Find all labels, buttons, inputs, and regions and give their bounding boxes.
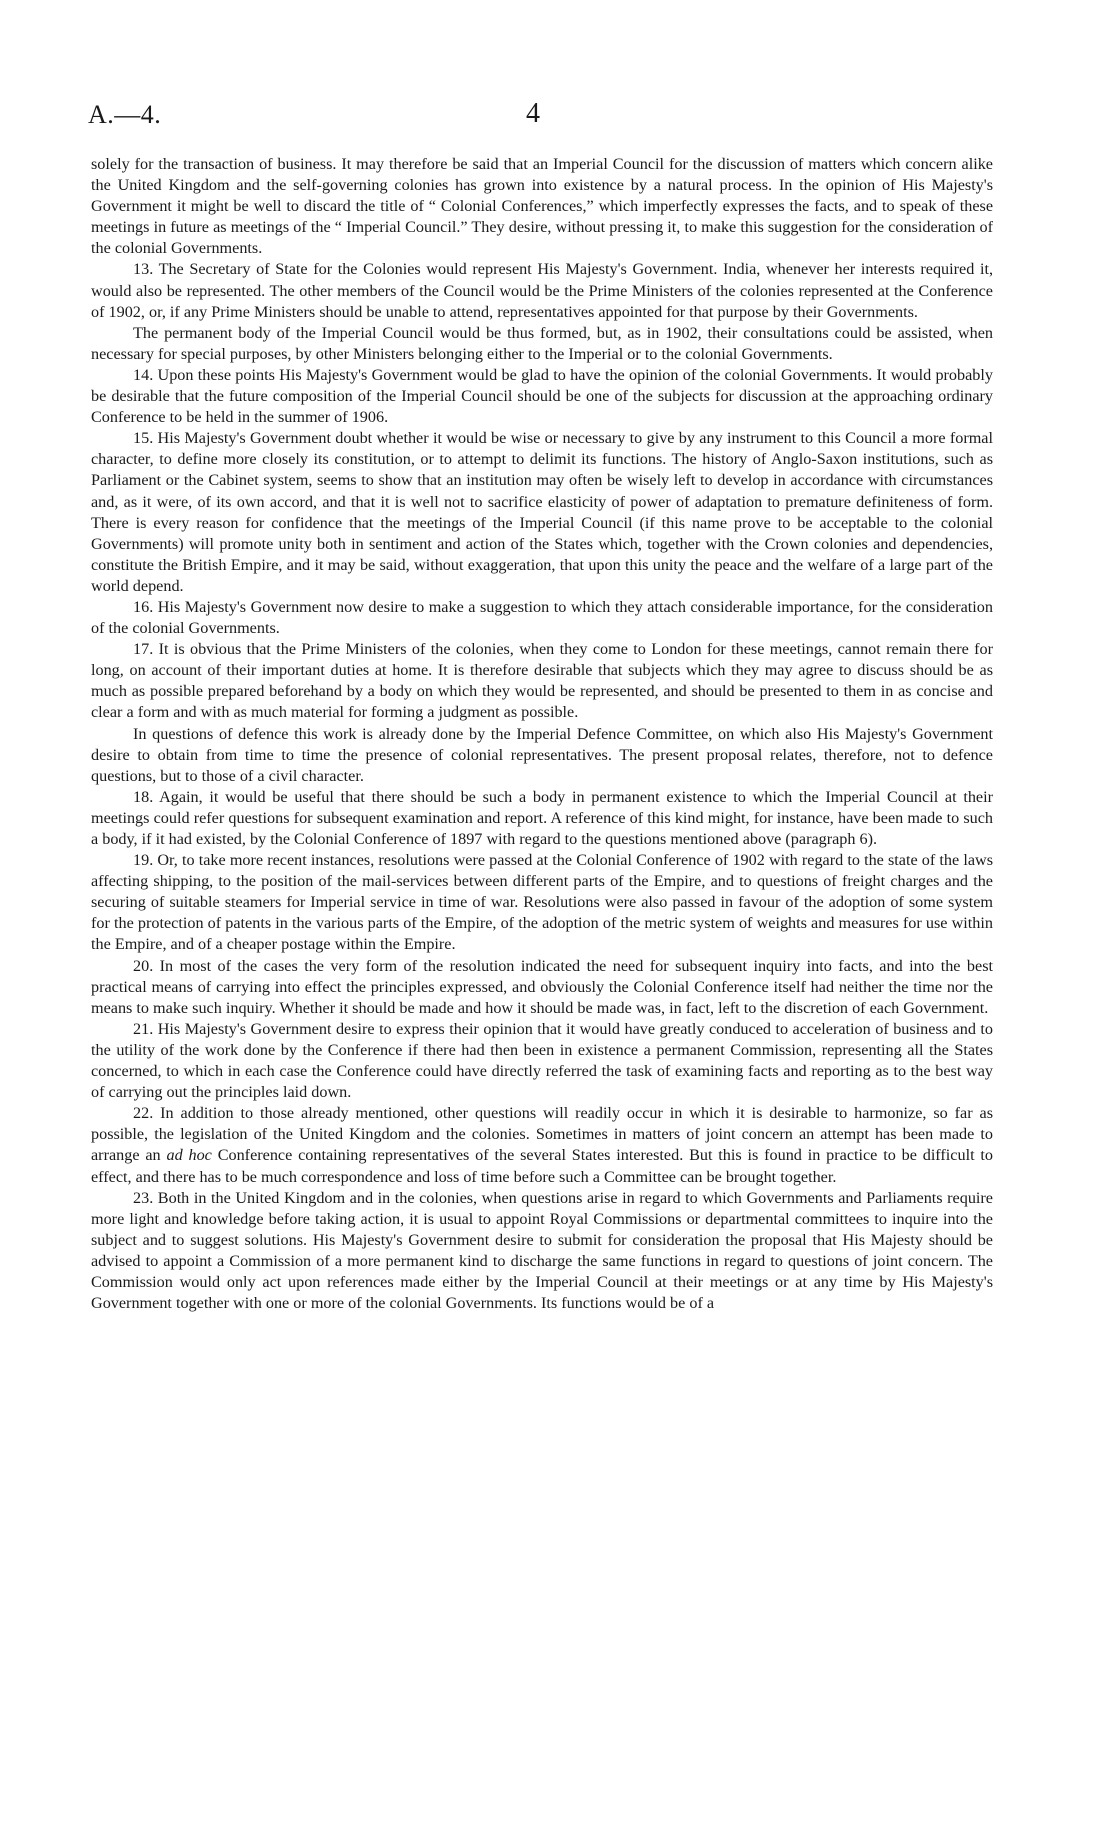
page-header: [88, 100, 1028, 140]
paragraph-16: 16. His Majesty's Government now desire to make a suggestion to which they attach considerable importance, for the consideration of the colonial Governments.: [91, 597, 993, 638]
paragraph-13-continued: The permanent body of the Imperial Council would be thus formed, but, as in 1902, their consultations could be assisted, when necessary for special purposes, by other Ministers belonging either to the Imperial or to the colonial Governments.: [91, 323, 993, 363]
page-number: 4: [526, 98, 540, 129]
paragraph-17-continued: In questions of defence this work is already done by the Imperial Defence Committee, on which also His Majesty's Government desire to obtain from time to time the presence of colonial representatives. The present proposal relates, therefore, not to defence questions, but to those of a civil character.: [91, 724, 993, 785]
paragraph-22: [91, 1103, 993, 1187]
paragraph-13: 13. The Secretary of State for the Colonies would represent His Majesty's Government. India, whenever her interests required it, would also be represented. The other members of the Council would be the Prime Ministers of the colonies represented at the Conference of 1902, or, if any Prime Ministers should be unable to attend, representatives appointed for that purpose by their Governments.: [91, 260, 993, 321]
paragraph-21: 21. His Majesty's Government desire to express their opinion that it would have greatly conduced to acceleration of business and to the utility of the work done by the Conference if there had then been in existence a permanent Commission, representing all the States concerned, to which in each case the Conference could have directly referred the task of examining facts and reporting as to the best way of carrying out the principles laid down.: [91, 1019, 993, 1102]
paragraph-17: 17. It is obvious that the Prime Ministers of the colonies, when they come to London for these meetings, cannot remain there for long, on account of their important duties at home. It is therefore desirable that subjects which they may agree to discuss should be as much as possible prepared beforehand by a body on which they would be represented, and should be presented to them in as concise and clear a form and with as much material for forming a judgment as possible.: [91, 640, 993, 722]
paragraph-22-text-before: 22. In addition to those already mentioned, other questions will readily occur in which it is desirable to harmonize, so far as possible, the legislation of the United Kingdom and the colonies. Sometimes in matters of joint concern an attempt has been made to arrange an: [91, 1104, 993, 1165]
paragraph-20: 20. In most of the cases the very form of the resolution indicated the need for subsequent inquiry into facts, and into the best practical means of carrying into effect the principles expressed, and obviously the Colonial Conference itself had neither the time nor the means to make such inquiry. Whether it should be made and how it should be made was, in fact, left to the discretion of each Government.: [91, 956, 993, 1017]
document-body: [91, 154, 993, 1314]
paragraph-22-italic-phrase: ad hoc: [166, 1146, 212, 1165]
paragraph-19: 19. Or, to take more recent instances, resolutions were passed at the Colonial Conference of 1902 with regard to the state of the laws affecting shipping, to the position of the mail-services between different parts of the Empire, and to questions of freight charges and the securing of suitable steamers for Imperial service in time of war. Resolutions were also passed in favour of the adoption of some system for the protection of patents in the various parts of the Empire, of the adoption of the metric system of weights and measures for use within the Empire, and of a cheaper postage within the Empire.: [91, 851, 993, 954]
paragraph-23: 23. Both in the United Kingdom and in the colonies, when questions arise in regard to which Governments and Parliaments require more light and knowledge before taking action, it is usual to appoint Royal Commissions or departmental committees to inquire into the subject and to suggest solutions. His Majesty's Government desire to submit for consideration the proposal that His Majesty should be advised to appoint a Commission of a more permanent kind to discharge the same functions in regard to questions of joint concern. The Commission would only act upon references made either by the Imperial Council at their meetings or at any time by His Majesty's Government together with one or more of the colonial Governments. Its functions would be of a: [91, 1188, 993, 1313]
paragraph-18: 18. Again, it would be useful that there should be such a body in permanent existence to which the Imperial Council at their meetings could refer questions for subsequent examination and report. A reference of this kind might, for instance, have been made to such a body, if it had existed, by the Colonial Conference of 1897 with regard to the questions mentioned above (paragraph 6).: [91, 787, 993, 848]
paragraph-22-text-after: Conference containing representatives of the several States interested. But this is found in practice to be difficult to effect, and there has to be much correspondence and loss of time before such a Committee can be brought together.: [91, 1146, 993, 1186]
paragraph-15: 15. His Majesty's Government doubt whether it would be wise or necessary to give by any instrument to this Council a more formal character, to define more closely its constitution, or to attempt to delimit its functions. The history of Anglo-Saxon institutions, such as Parliament or the Cabinet system, seems to show that an institution may often be wisely left to develop in accordance with circumstances and, as it were, of its own accord, and that it is well not to sacrifice elasticity of power of adaptation to premature definiteness of form. There is every reason for confidence that the meetings of the Imperial Council (if this name prove to be acceptable to the colonial Governments) will promote unity both in sentiment and action of the States which, together with the Crown colonies and dependencies, constitute the British Empire, and it may be said, without exaggeration, that upon this unity the peace and the welfare of a large part of the world depend.: [91, 429, 993, 595]
document-reference: A.—4.: [88, 100, 162, 129]
paragraph-14: 14. Upon these points His Majesty's Government would be glad to have the opinion of the colonial Governments. It would probably be desirable that the future composition of the Imperial Council should be one of the subjects for discussion at the approaching ordinary Conference to be held in the summer of 1906.: [91, 365, 993, 427]
paragraph-continued: solely for the transaction of business. It may therefore be said that an Imperial Council for the discussion of matters which concern alike the United Kingdom and the self-governing colonies has grown into existence by a natural process. In the opinion of His Majesty's Government it might be well to discard the title of “ Colonial Conferences,” which imperfectly expresses the facts, and to speak of these meetings in future as meetings of the “ Imperial Council.” They desire, without pressing it, to make this suggestion for the consideration of the colonial Governments.: [91, 155, 993, 258]
